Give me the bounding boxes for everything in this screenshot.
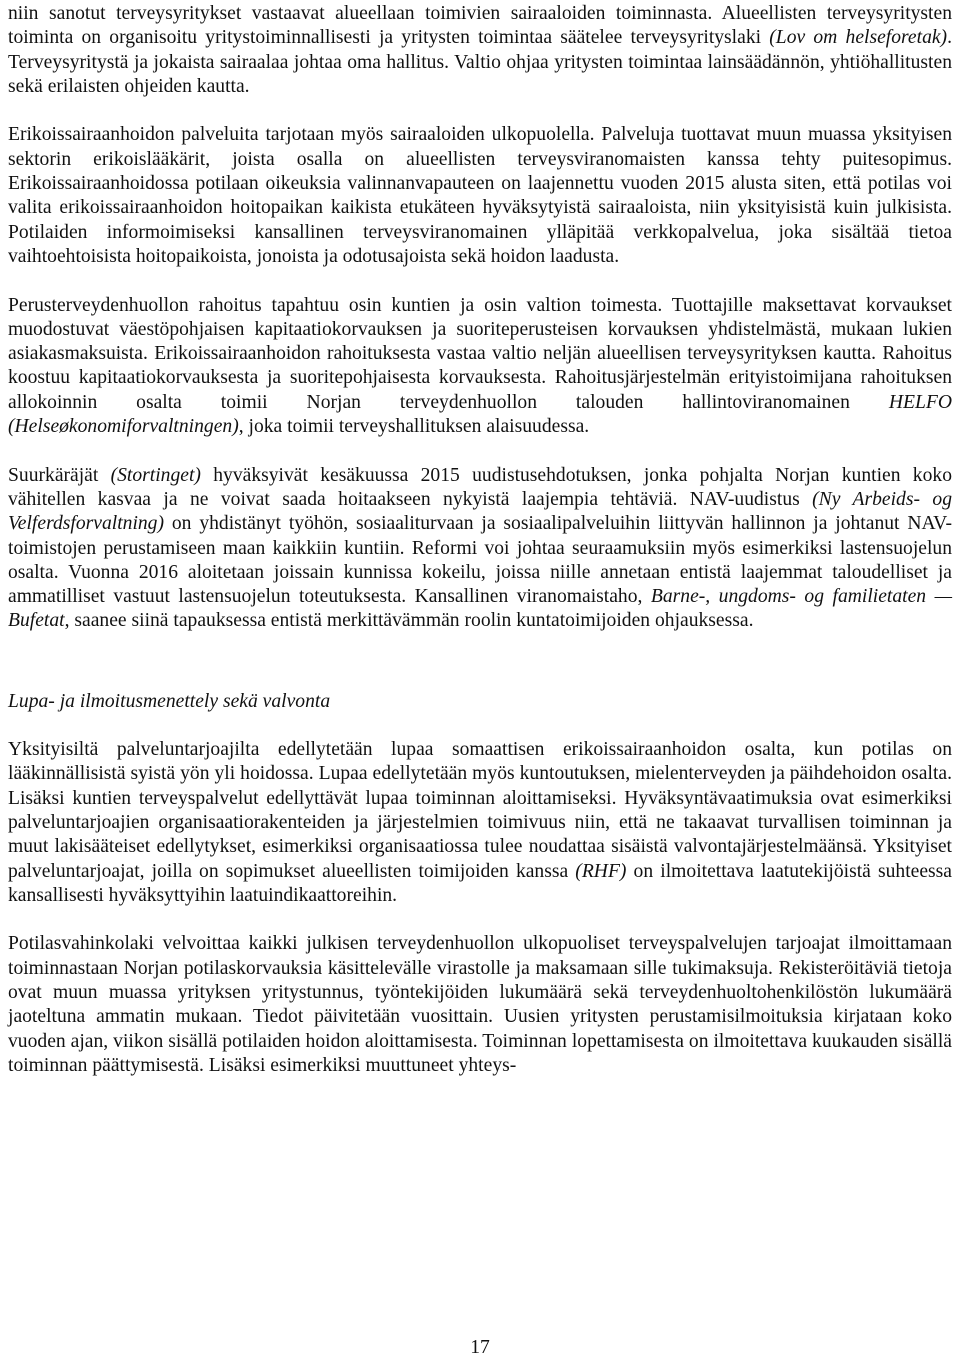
text-run: , joka toimii terveyshallituksen alaisuudessa.	[238, 416, 590, 438]
text-run: Perusterveydenhuollon rahoitus tapahtuu osin kuntien ja osin valtion toimesta. Tuottajille maksettavat korvaukset muodostuvat väestöpohjaisen kapitaatiokorvauksen ja suoriteperusteisen korvauksen yhdistelmästä, mukaan lukien asiakasmaksuista. Erikoissairaanhoidon rahoituksesta vastaa valtio neljän alueellisen terveysyrityksen kautta. Rahoitus koostuu kapitaatiokorvauksesta ja suoritepohjaisesta korvauksesta. Rahoitusjärjestelmän erityistoimijana rahoituksen allokoinnin osalta toimii Norjan terveydenhuollon talouden hallintoviranomainen	[8, 294, 952, 413]
italic-run: (Lov om helseforetak)	[769, 27, 948, 49]
document-page	[8, 0, 952, 1102]
paragraph-5	[8, 738, 952, 908]
text-run: Suurkäräjät	[8, 464, 111, 486]
italic-run: (RHF)	[575, 860, 627, 882]
italic-run: HELFO (Helseøkonomiforvaltningen)	[8, 391, 952, 438]
text-run: niin sanotut terveysyritykset vastaavat alueellaan toimivien sairaaloiden toiminnasta. Alueellisten terveysyritysten toiminta on organisoitu yritystoiminnallisesti ja yritysten toimintaa säätelee terveysyrityslaki	[8, 3, 952, 49]
paragraph-3	[8, 294, 952, 440]
paragraph-2	[8, 123, 952, 269]
text-run: Yksityisiltä palveluntarjoajilta edellytetään lupaa somaattisen erikoissairaanhoidon osalta, kun potilas on lääkinnällisistä syistä yön yli hoidossa. Lupaa edellytetään myös kuntoutuksen, mielenterveyden ja päihdehoidon osalta. Lisäksi kuntien terveyspalvelut edellyttävät lupaa toiminnan aloittamiseksi. Hyväksyntävaatimuksia ovat esimerkiksi palveluntarjoajien organisaatiorakenteiden ja järjestelmien toimivuus niin, että ne takaavat turvallisen toiminnan ja muut lakisääteiset edellytykset, esimerkiksi organisaatiossa tulee noudattaa sisäistä valvontajärjestelmäänsä. Yksityiset palveluntarjoajat, joilla on sopimukset alueellisten toimijoiden kanssa	[8, 739, 952, 882]
text-run: on yhdistänyt työhön, sosiaaliturvaan ja sosiaalipalveluihin liittyvän hallinnon ja johtanut NAV-toimistojen perustamiseen maan kaikkiin kuntiin. Reformi voi johtaa seuraamuksiin myös esimerkiksi lastensuojelun osalta. Vuonna 2016 aloitetaan joissain kunnissa kokeilu, joissa niille annetaan entistä laajemmat taloudelliset ja ammatilliset vastuut lastensuojelun toteutuksesta. Kansallinen viranomaistaho,	[8, 513, 952, 608]
text-run: on ilmoitettava laatutekijöistä suhteessa kansallisesti hyväksyttyihin laatuindikaattoreihin.	[8, 860, 952, 906]
page-number: 17	[470, 1337, 490, 1358]
text-run: Potilasvahinkolaki velvoittaa kaikki julkisen terveydenhuollon ulkopuoliset terveyspalvelujen tarjoajat ilmoittamaan toiminnastaan Norjan potilaskorvauksia käsittelevälle virastolle ja maksamaan sille tukimaksuja. Rekisteröitäviä tietoja ovat muun muassa yrityksen yritystunnus, työntekijöiden lukumäärä sekä terveydenhuoltohenkilöstön lukumäärä jaoteltuna ammatin mukaan. Tiedot päivitetään vuosittain. Uusien yritysten perustamisilmoituksia kirjataan koko vuoden ajan, viikon sisällä potilaiden hoidon aloittamisesta. Toiminnan lopettamisesta on ilmoitettava kuukauden sisällä toiminnan päättymisestä. Lisäksi esimerkiksi muuttuneet yhteys-	[8, 933, 952, 1076]
text-run: , saanee siinä tapauksessa entistä merkittävämmän roolin kuntatoimijoiden ohjauksessa.	[64, 610, 754, 632]
section-heading: Lupa- ja ilmoitusmenettely sekä valvonta	[8, 690, 331, 712]
text-run: hyväksyivät kesäkuussa 2015 uudistusehdotuksen, jonka pohjalta Norjan kuntien koko vähitellen kasvaa ja ne voivat saada hoitaakseen nykyistä laajempia tehtäviä. NAV-uudistus	[8, 464, 952, 510]
text-run: Erikoissairaanhoidon palveluita tarjotaan myös sairaaloiden ulkopuolella. Palveluja tuottavat muun muassa yksityisen sektorin erikoislääkärit, joista osalla on alueellisten terveysviranomaisten kanssa tehty puitesopimus. Erikoissairaanhoidossa potilaan oikeuksia valinnanvapauteen on laajennettu vuoden 2015 alusta siten, että potilas voi valita erikoissairaanhoidon hoitopaikan kaikista etukäteen hyväksytyistä sairaaloista, niin yksityisistä kuin julkisista. Potilaiden informoimiseksi kansallinen terveysviranomainen ylläpitää verkkopalvelua, joka sisältää tietoa vaihtoehtoisista hoitopaikoista, jonoista ja odotusajoista sekä hoidon laadusta.	[8, 124, 952, 267]
italic-run: Barne-, ungdoms- og familietaten — Bufetat	[8, 586, 952, 632]
italic-run: (Ny Arbeids- og Velferdsforvaltning)	[8, 488, 952, 535]
italic-run: (Stortinget)	[110, 464, 201, 486]
paragraph-4	[8, 464, 952, 634]
paragraph-1	[8, 2, 952, 99]
text-run: . Terveysyritystä ja jokaista sairaalaa johtaa oma hallitus. Valtio ohjaa yritysten toimintaa lainsäädännön, yhtiöhallitusten sekä erilaisten ohjeiden kautta.	[8, 27, 952, 97]
paragraph-6	[8, 932, 952, 1078]
